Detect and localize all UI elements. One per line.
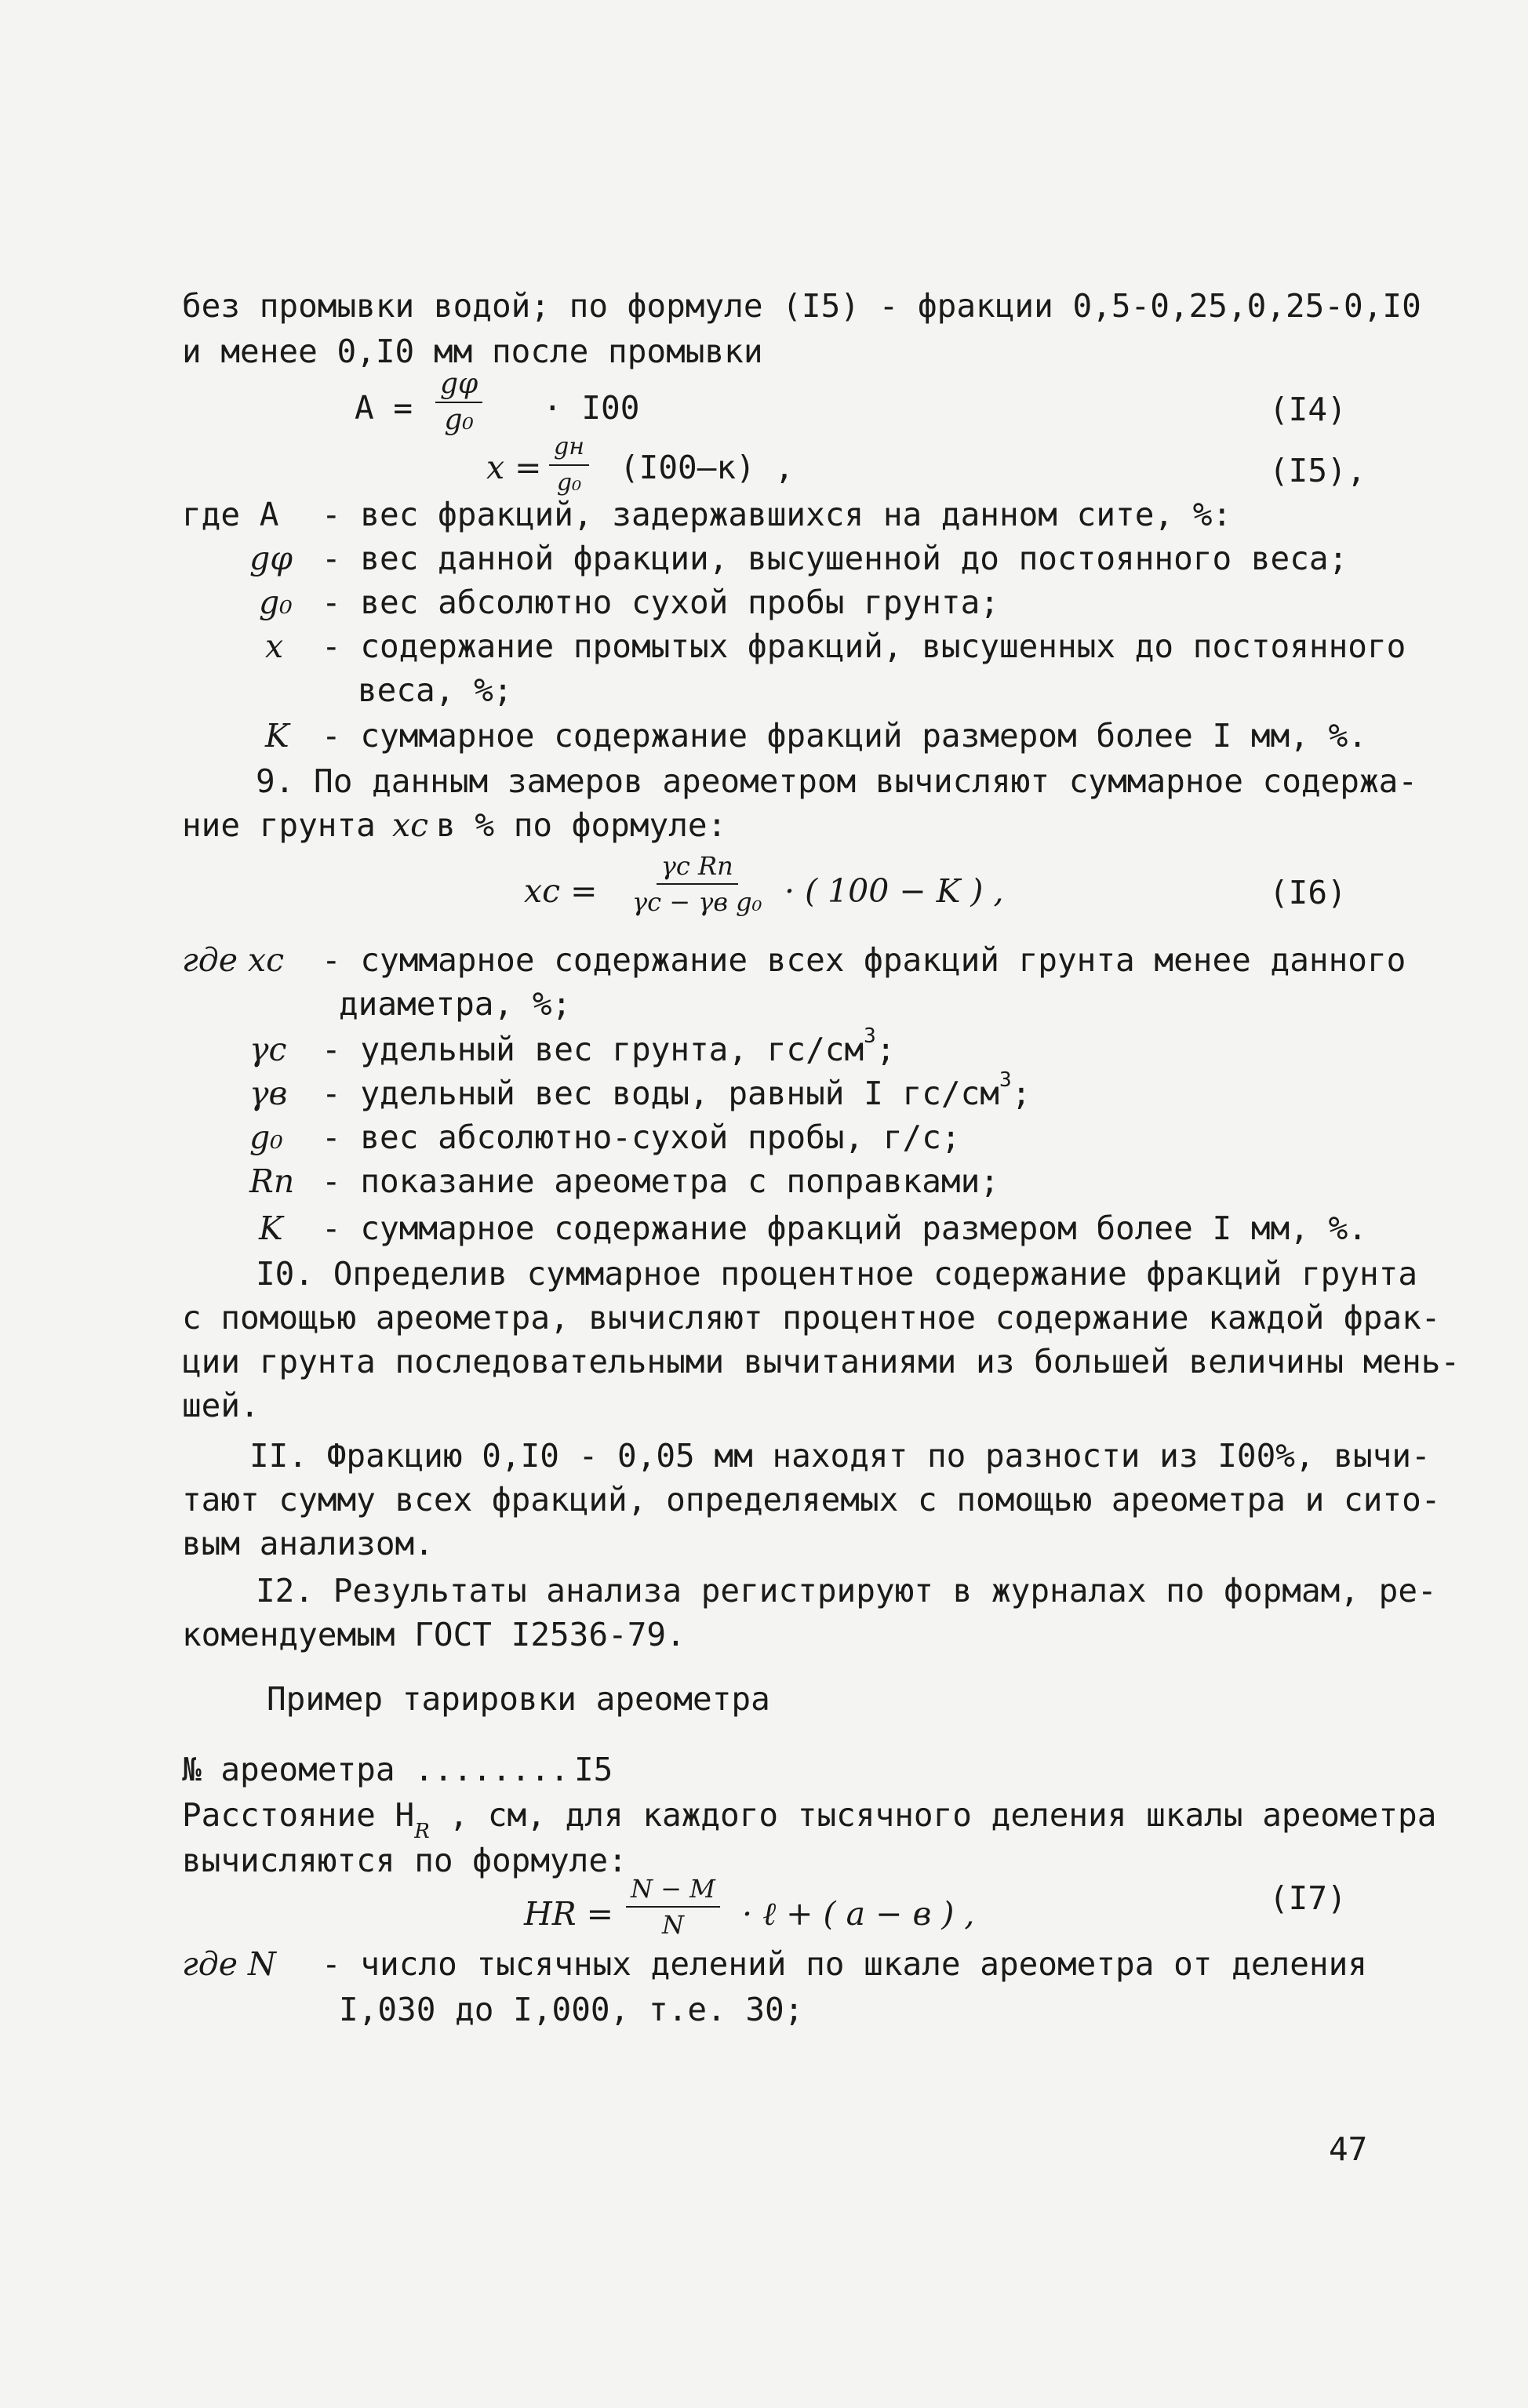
eq15-numerator: gн (549, 430, 589, 466)
eq14-fraction (435, 367, 482, 438)
def-g0-symbol: g₀ (259, 584, 293, 621)
eq14-lhs: A = (355, 389, 413, 427)
eq17-denominator: N (661, 1910, 684, 1940)
def-rn-text: - показание ареометра с поправками; (322, 1162, 999, 1200)
eq17-lhs: HR = (524, 1895, 614, 1933)
def-a-symbol: где A (182, 496, 279, 533)
page-number: 47 (1329, 2130, 1368, 2168)
p12-line-1: I2. Результаты анализа регистрируют в журналах по формам, ре- (256, 1572, 1437, 1610)
eq15-tail: (I00–к) , (620, 449, 795, 486)
eq15-lhs: x = (486, 449, 542, 486)
def-xc-text-cont: диаметра, %; (339, 985, 572, 1023)
intro-line-2: и менее 0,I0 мм после промывки (182, 333, 763, 370)
p10-line-4: шей. (182, 1387, 260, 1424)
eq14-denominator: g₀ (444, 404, 474, 436)
def-xc-symbol: где xc (182, 941, 285, 979)
def-gc-text: - удельный вес грунта, $гс/см^3$; (322, 1024, 896, 1068)
eq17-numerator: N − M (626, 1871, 720, 1908)
eq17-tail: · ℓ + ( a − в ) , (742, 1895, 975, 1933)
p9-line-2a: ние грунта (182, 806, 376, 844)
def-n-text-2: I,030 до I,000, т.е. 30; (339, 1991, 804, 2028)
def-gv-symbol: γв (249, 1075, 288, 1112)
p10-line-2: с помощью ареометра, вычисляют процентное содержание каждой фрак- (182, 1299, 1441, 1337)
eq14-tail: · I00 (543, 389, 640, 427)
def-k2-symbol: K (259, 1209, 283, 1247)
def-gf-symbol: gφ (249, 540, 293, 577)
def-n-text-1: - число тысячных делений по шкале ареометра от деления (322, 1945, 1367, 1983)
example-heading: Пример тарировки ареометра (267, 1680, 770, 1718)
p12-line-2: комендуемым ГОСТ I2536-79. (182, 1616, 686, 1653)
distance-line-2: вычисляются по формуле: (182, 1842, 628, 1879)
eq14-number: (I4) (1269, 391, 1347, 428)
def-g0b-symbol: g₀ (249, 1119, 283, 1156)
def-g0b-text: - вес абсолютно-сухой пробы, г/с; (322, 1119, 961, 1156)
p9-line-1: 9. По данным замеров ареометром вычисляют суммарное содержа- (256, 762, 1418, 800)
p10-line-3: ции грунта последовательными вычитаниями из большей величины мень- (182, 1343, 1461, 1380)
p11-line-1: II. Фракцию 0,I0 - 0,05 мм находят по разности из I00%, вычи- (249, 1437, 1431, 1475)
def-n-symbol: где N (182, 1945, 276, 1983)
eq15-denominator: g₀ (556, 469, 582, 497)
def-g0-text: - вес абсолютно сухой пробы грунта; (322, 584, 999, 621)
def-a-text: - вес фракций, задержавшихся на данном сите, %: (322, 496, 1232, 533)
def-rn-symbol: Rn (249, 1162, 295, 1200)
def-gc-symbol: γc (249, 1031, 287, 1068)
distance-line-1: Расстояние $H_R$ , см, для каждого тысячного деления шкалы ареометра (182, 1796, 1437, 1844)
eq15-number: (I5), (1269, 452, 1366, 489)
def-gf-text: - вес данной фракции, высушенной до постоянного веса; (322, 540, 1348, 577)
eq17-number: (I7) (1269, 1879, 1347, 1917)
eq16-tail: · ( 100 − K ) , (784, 872, 1004, 910)
eq16-number: (I6) (1269, 874, 1347, 911)
def-gv-text: - удельный вес воды, равный I $гс/см^3$; (322, 1068, 1031, 1112)
def-k2-text: - суммарное содержание фракций размером более I мм, %. (322, 1209, 1367, 1247)
intro-line-1: без промывки водой; по формуле (I5) - фракции 0,5-0,25,0,25-0,I0 (182, 287, 1421, 325)
eq14-numerator: gφ (435, 367, 482, 403)
def-x-text-cont: веса, %; (358, 671, 513, 709)
def-x-text: - содержание промытых фракций, высушенных до постоянного (322, 627, 1406, 665)
hydrometer-number-value: I5 (574, 1751, 613, 1788)
def-x-symbol: x (265, 627, 284, 665)
hydrometer-number-label: № ареометра ........ (182, 1751, 569, 1788)
eq15-fraction (549, 430, 589, 500)
eq16-fraction (628, 849, 766, 919)
p11-line-3: вым анализом. (182, 1525, 434, 1562)
eq17-fraction (626, 1871, 720, 1942)
p9-line-2b: в % по формуле: (436, 806, 727, 844)
p11-line-2: тают сумму всех фракций, определяемых с помощью ареометра и сито- (182, 1481, 1441, 1519)
p9-line-2-symbol: xc (392, 806, 429, 844)
def-k-symbol: K (265, 717, 289, 755)
eq16-lhs: xc = (524, 872, 598, 910)
def-k-text: - суммарное содержание фракций размером более I мм, %. (322, 717, 1367, 755)
eq16-denominator: γc − γв g₀ (632, 887, 762, 917)
eq16-numerator: γc Rn (657, 849, 738, 885)
def-xc-text: - суммарное содержание всех фракций грунта менее данного (322, 941, 1406, 979)
p10-line-1: I0. Определив суммарное процентное содержание фракций грунта (256, 1255, 1418, 1293)
